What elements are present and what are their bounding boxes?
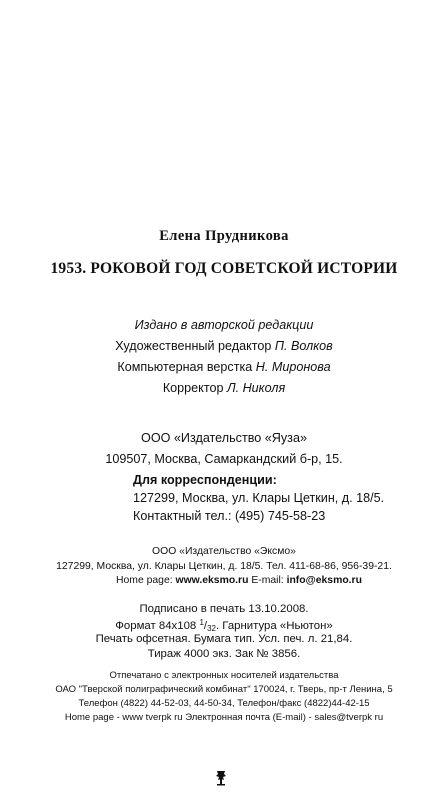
home-page-label: Home page: xyxy=(116,575,173,586)
printer-line-2: ОАО "Тверской полиграфический комбинат" 170024, г. Тверь, пр-т Ленина, 5 xyxy=(55,684,393,695)
proofreader-name: Л. Николя xyxy=(226,381,286,395)
printer-line-3: Телефон (4822) 44-52-03, 44-50-34, Телефон/факс (4822)44-42-15 xyxy=(78,698,370,709)
contact-phone: Контактный тел.: (495) 745-58-23 xyxy=(133,509,326,523)
format-fraction-num: 1 xyxy=(199,618,204,627)
format-fraction-den: 32 xyxy=(207,624,216,633)
eksmo-address: 127299, Москва, ул. Клары Цеткин, д. 18/5. Тел. 411-68-86, 956-39-21. xyxy=(56,561,392,572)
printer-line-4: Home page - www tverpk ru Электронная почта (E-mail) - sales@tverpk ru xyxy=(64,712,384,723)
art-editor-label: Художественный редактор xyxy=(115,339,272,353)
proofreader-label: Корректор xyxy=(162,381,224,395)
art-editor-line xyxy=(0,339,448,353)
yauza-name: ООО «Издательство «Яуза» xyxy=(141,431,307,445)
author-name: Елена Прудникова xyxy=(159,228,289,244)
signed-date: Подписано в печать 13.10.2008. xyxy=(139,603,309,615)
art-editor-name: П. Волков xyxy=(274,339,333,353)
email-address[interactable]: info@eksmo.ru xyxy=(286,575,362,586)
layout-label: Компьютерная верстка xyxy=(117,360,253,374)
format-line: Формат 84x108 $^1/_{32}$. Гарнитура «Ньютон» xyxy=(115,618,333,633)
printer-logo-icon xyxy=(214,770,228,786)
correspondence-block xyxy=(133,473,384,523)
format-prefix: Формат 84x108 xyxy=(115,620,197,632)
layout-name: Н. Миронова xyxy=(255,360,331,374)
format-suffix: . Гарнитура «Ньютон» xyxy=(215,620,333,632)
printer-line-1: Отпечатано с электронных носителей издательства xyxy=(109,670,339,681)
yauza-address: 109507, Москва, Самаркандский б-р, 15. xyxy=(105,452,343,466)
proofreader-line xyxy=(0,381,448,395)
home-page-url[interactable]: www.eksmo.ru xyxy=(175,575,249,586)
email-label: E-mail: xyxy=(251,575,284,586)
eksmo-web-line xyxy=(116,575,362,586)
correspondence-label: Для корреспонденции: xyxy=(133,473,277,487)
correspondence-address: 127299, Москва, ул. Клары Цеткин, д. 18/5. xyxy=(133,491,385,505)
print-run: Тираж 4000 экз. Зак № 3856. xyxy=(147,648,301,660)
printing-specs: Печать офсетная. Бумага тип. Усл. печ. л. 21,84. xyxy=(95,633,353,645)
layout-line xyxy=(0,360,448,374)
edition-note: Издано в авторской редакции xyxy=(134,318,314,332)
eksmo-name: ООО «Издательство «Эксмо» xyxy=(152,546,296,557)
book-title: 1953. РОКОВОЙ ГОД СОВЕТСКОЙ ИСТОРИИ xyxy=(50,260,398,277)
